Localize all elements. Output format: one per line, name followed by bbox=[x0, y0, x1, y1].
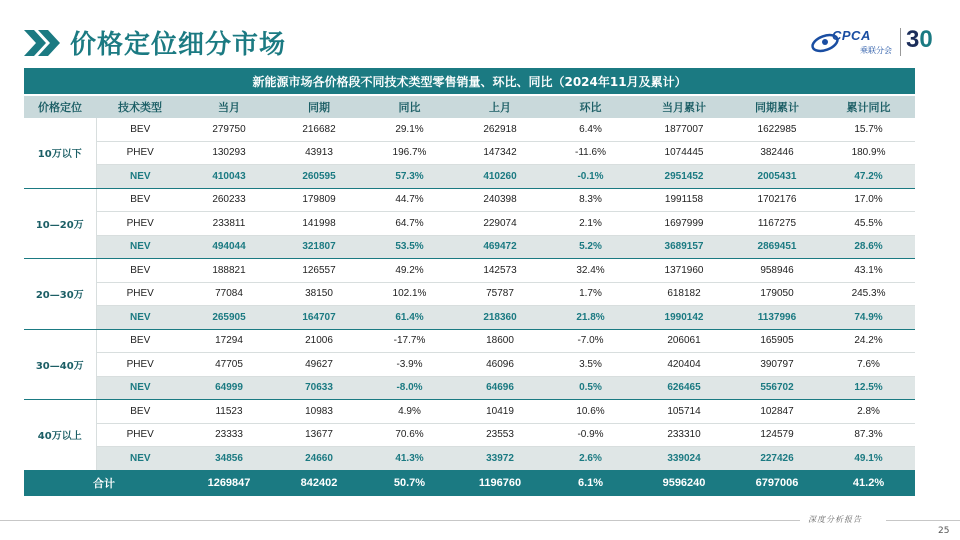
column-header: 同期累计 bbox=[732, 95, 822, 118]
value-cell: 240398 bbox=[455, 188, 545, 212]
value-cell: 382446 bbox=[732, 141, 822, 165]
value-cell: 43913 bbox=[274, 141, 364, 165]
total-value-cell: 6797006 bbox=[732, 470, 822, 496]
table-row bbox=[24, 259, 915, 283]
tech-type-cell: NEV bbox=[96, 376, 184, 400]
tech-type-cell: BEV bbox=[96, 188, 184, 212]
value-cell: 17294 bbox=[184, 329, 274, 353]
value-cell: 218360 bbox=[455, 306, 545, 330]
table-title: 新能源市场各价格段不同技术类型零售销量、环比、同比（2024年11月及累计） bbox=[24, 68, 915, 95]
value-cell: 147342 bbox=[455, 141, 545, 165]
table-row bbox=[24, 329, 915, 353]
logo-cpca-text: CPCA bbox=[832, 28, 871, 43]
page-number: 25 bbox=[938, 526, 950, 536]
value-cell: 75787 bbox=[455, 282, 545, 306]
value-cell: 2.8% bbox=[822, 400, 915, 424]
total-value-cell: 1196760 bbox=[455, 470, 545, 496]
table-row bbox=[24, 212, 915, 236]
price-segment-table bbox=[24, 68, 915, 496]
value-cell: 7.6% bbox=[822, 353, 915, 377]
value-cell: 124579 bbox=[732, 423, 822, 447]
page-title: 价格定位细分市场 bbox=[70, 30, 287, 60]
value-cell: 165905 bbox=[732, 329, 822, 353]
tech-type-cell: NEV bbox=[96, 306, 184, 330]
value-cell: 321807 bbox=[274, 235, 364, 259]
value-cell: 245.3% bbox=[822, 282, 915, 306]
value-cell: 47705 bbox=[184, 353, 274, 377]
column-header: 技术类型 bbox=[96, 95, 184, 118]
value-cell: 469472 bbox=[455, 235, 545, 259]
value-cell: 87.3% bbox=[822, 423, 915, 447]
value-cell: 1074445 bbox=[636, 141, 732, 165]
value-cell: 49.1% bbox=[822, 447, 915, 471]
value-cell: 262918 bbox=[455, 118, 545, 141]
table-row bbox=[24, 376, 915, 400]
value-cell: -0.9% bbox=[545, 423, 636, 447]
value-cell: 23553 bbox=[455, 423, 545, 447]
value-cell: 21.8% bbox=[545, 306, 636, 330]
value-cell: 180.9% bbox=[822, 141, 915, 165]
tech-type-cell: BEV bbox=[96, 400, 184, 424]
tech-type-cell: PHEV bbox=[96, 282, 184, 306]
column-header: 当月累计 bbox=[636, 95, 732, 118]
value-cell: 24.2% bbox=[822, 329, 915, 353]
total-value-cell: 9596240 bbox=[636, 470, 732, 496]
value-cell: 11523 bbox=[184, 400, 274, 424]
value-cell: 21006 bbox=[274, 329, 364, 353]
value-cell: 1991158 bbox=[636, 188, 732, 212]
value-cell: 410260 bbox=[455, 165, 545, 189]
value-cell: 5.2% bbox=[545, 235, 636, 259]
value-cell: 8.3% bbox=[545, 188, 636, 212]
value-cell: 2.6% bbox=[545, 447, 636, 471]
column-header: 上月 bbox=[455, 95, 545, 118]
value-cell: 1371960 bbox=[636, 259, 732, 283]
value-cell: 164707 bbox=[274, 306, 364, 330]
value-cell: 15.7% bbox=[822, 118, 915, 141]
column-header: 同期 bbox=[274, 95, 364, 118]
value-cell: 4.9% bbox=[364, 400, 455, 424]
tech-type-cell: BEV bbox=[96, 118, 184, 141]
value-cell: 260595 bbox=[274, 165, 364, 189]
value-cell: 49627 bbox=[274, 353, 364, 377]
value-cell: 1137996 bbox=[732, 306, 822, 330]
value-cell: 18600 bbox=[455, 329, 545, 353]
value-cell: 44.7% bbox=[364, 188, 455, 212]
table-row bbox=[24, 188, 915, 212]
value-cell: 38150 bbox=[274, 282, 364, 306]
value-cell: -11.6% bbox=[545, 141, 636, 165]
table-row bbox=[24, 235, 915, 259]
value-cell: 618182 bbox=[636, 282, 732, 306]
value-cell: 179809 bbox=[274, 188, 364, 212]
column-header: 同比 bbox=[364, 95, 455, 118]
value-cell: 61.4% bbox=[364, 306, 455, 330]
footnote: *NEV= BEV+PHEV bbox=[24, 489, 93, 498]
logo-divider bbox=[900, 28, 901, 56]
table-row bbox=[24, 447, 915, 471]
value-cell: 227426 bbox=[732, 447, 822, 471]
table-row bbox=[24, 165, 915, 189]
value-cell: 10.6% bbox=[545, 400, 636, 424]
value-cell: 105714 bbox=[636, 400, 732, 424]
anniversary-mark: 30 bbox=[906, 26, 933, 53]
value-cell: 64999 bbox=[184, 376, 274, 400]
value-cell: 390797 bbox=[732, 353, 822, 377]
value-cell: 206061 bbox=[636, 329, 732, 353]
value-cell: 102847 bbox=[732, 400, 822, 424]
total-value-cell: 50.7% bbox=[364, 470, 455, 496]
column-header: 环比 bbox=[545, 95, 636, 118]
value-cell: 958946 bbox=[732, 259, 822, 283]
tech-type-cell: PHEV bbox=[96, 212, 184, 236]
tech-type-cell: BEV bbox=[96, 329, 184, 353]
value-cell: 2.1% bbox=[545, 212, 636, 236]
table-row bbox=[24, 423, 915, 447]
value-cell: 233811 bbox=[184, 212, 274, 236]
logo-sub-text: 乘联分会 bbox=[860, 46, 892, 55]
value-cell: 2005431 bbox=[732, 165, 822, 189]
value-cell: 142573 bbox=[455, 259, 545, 283]
value-cell: -3.9% bbox=[364, 353, 455, 377]
price-segment-label: 10万以下 bbox=[24, 118, 96, 188]
value-cell: 494044 bbox=[184, 235, 274, 259]
tech-type-cell: NEV bbox=[96, 165, 184, 189]
value-cell: 47.2% bbox=[822, 165, 915, 189]
value-cell: 126557 bbox=[274, 259, 364, 283]
value-cell: 41.3% bbox=[364, 447, 455, 471]
table-row bbox=[24, 306, 915, 330]
value-cell: 46096 bbox=[455, 353, 545, 377]
value-cell: 141998 bbox=[274, 212, 364, 236]
tech-type-cell: BEV bbox=[96, 259, 184, 283]
value-cell: 279750 bbox=[184, 118, 274, 141]
value-cell: 229074 bbox=[455, 212, 545, 236]
value-cell: 130293 bbox=[184, 141, 274, 165]
value-cell: 410043 bbox=[184, 165, 274, 189]
value-cell: 1702176 bbox=[732, 188, 822, 212]
value-cell: 1622985 bbox=[732, 118, 822, 141]
value-cell: 53.5% bbox=[364, 235, 455, 259]
value-cell: 188821 bbox=[184, 259, 274, 283]
table-row bbox=[24, 141, 915, 165]
value-cell: 0.5% bbox=[545, 376, 636, 400]
value-cell: 339024 bbox=[636, 447, 732, 471]
value-cell: 77084 bbox=[184, 282, 274, 306]
value-cell: 24660 bbox=[274, 447, 364, 471]
footer-divider bbox=[0, 520, 800, 521]
value-cell: 23333 bbox=[184, 423, 274, 447]
tech-type-cell: NEV bbox=[96, 235, 184, 259]
value-cell: 3.5% bbox=[545, 353, 636, 377]
value-cell: 626465 bbox=[636, 376, 732, 400]
total-value-cell: 1269847 bbox=[184, 470, 274, 496]
value-cell: -0.1% bbox=[545, 165, 636, 189]
value-cell: 74.9% bbox=[822, 306, 915, 330]
value-cell: 29.1% bbox=[364, 118, 455, 141]
tech-type-cell: PHEV bbox=[96, 141, 184, 165]
value-cell: 1167275 bbox=[732, 212, 822, 236]
value-cell: -17.7% bbox=[364, 329, 455, 353]
value-cell: 1990142 bbox=[636, 306, 732, 330]
column-header: 当月 bbox=[184, 95, 274, 118]
price-segment-label: 40万以上 bbox=[24, 400, 96, 471]
tech-type-cell: PHEV bbox=[96, 423, 184, 447]
total-value-cell: 842402 bbox=[274, 470, 364, 496]
value-cell: 70.6% bbox=[364, 423, 455, 447]
value-cell: 196.7% bbox=[364, 141, 455, 165]
footer-divider-right bbox=[886, 520, 960, 521]
table-row bbox=[24, 400, 915, 424]
value-cell: -8.0% bbox=[364, 376, 455, 400]
value-cell: -7.0% bbox=[545, 329, 636, 353]
value-cell: 556702 bbox=[732, 376, 822, 400]
value-cell: 32.4% bbox=[545, 259, 636, 283]
table-row bbox=[24, 353, 915, 377]
value-cell: 3689157 bbox=[636, 235, 732, 259]
value-cell: 70633 bbox=[274, 376, 364, 400]
value-cell: 10419 bbox=[455, 400, 545, 424]
footer-tag: 深度分析报告 bbox=[808, 515, 862, 524]
value-cell: 28.6% bbox=[822, 235, 915, 259]
value-cell: 1877007 bbox=[636, 118, 732, 141]
value-cell: 64.7% bbox=[364, 212, 455, 236]
value-cell: 265905 bbox=[184, 306, 274, 330]
value-cell: 2951452 bbox=[636, 165, 732, 189]
table-row bbox=[24, 118, 915, 141]
value-cell: 34856 bbox=[184, 447, 274, 471]
value-cell: 420404 bbox=[636, 353, 732, 377]
value-cell: 10983 bbox=[274, 400, 364, 424]
value-cell: 102.1% bbox=[364, 282, 455, 306]
total-label: 合计 bbox=[24, 470, 184, 496]
value-cell: 17.0% bbox=[822, 188, 915, 212]
value-cell: 233310 bbox=[636, 423, 732, 447]
tech-type-cell: NEV bbox=[96, 447, 184, 471]
price-segment-label: 10—20万 bbox=[24, 188, 96, 259]
value-cell: 216682 bbox=[274, 118, 364, 141]
value-cell: 43.1% bbox=[822, 259, 915, 283]
value-cell: 57.3% bbox=[364, 165, 455, 189]
value-cell: 12.5% bbox=[822, 376, 915, 400]
value-cell: 260233 bbox=[184, 188, 274, 212]
value-cell: 1.7% bbox=[545, 282, 636, 306]
value-cell: 2869451 bbox=[732, 235, 822, 259]
column-header: 价格定位 bbox=[24, 95, 96, 118]
total-value-cell: 41.2% bbox=[822, 470, 915, 496]
total-row bbox=[24, 470, 915, 496]
brand-logo bbox=[810, 24, 950, 60]
value-cell: 49.2% bbox=[364, 259, 455, 283]
tech-type-cell: PHEV bbox=[96, 353, 184, 377]
column-header: 累计同比 bbox=[822, 95, 915, 118]
table-row bbox=[24, 282, 915, 306]
value-cell: 64696 bbox=[455, 376, 545, 400]
price-segment-label: 20—30万 bbox=[24, 259, 96, 330]
double-chevron-icon bbox=[22, 28, 62, 58]
value-cell: 13677 bbox=[274, 423, 364, 447]
value-cell: 1697999 bbox=[636, 212, 732, 236]
total-value-cell: 6.1% bbox=[545, 470, 636, 496]
value-cell: 45.5% bbox=[822, 212, 915, 236]
value-cell: 33972 bbox=[455, 447, 545, 471]
value-cell: 6.4% bbox=[545, 118, 636, 141]
value-cell: 179050 bbox=[732, 282, 822, 306]
price-segment-label: 30—40万 bbox=[24, 329, 96, 400]
